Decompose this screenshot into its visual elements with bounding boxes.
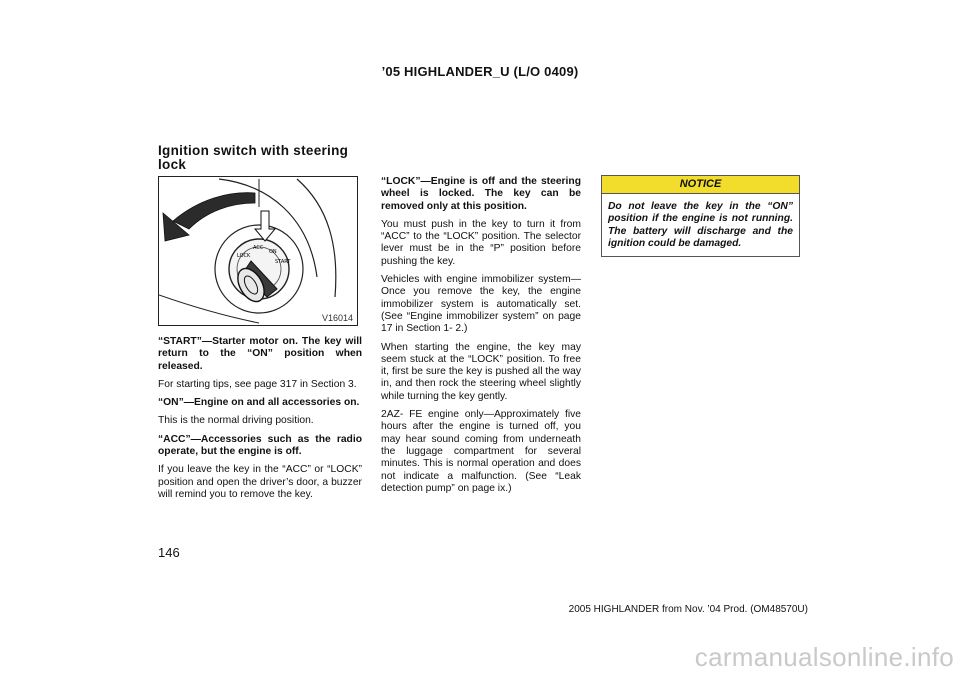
start-position-heading: “START”—Starter motor on. The key will return to the “ON” position when released.: [158, 336, 362, 372]
key-stuck-text: When starting the engine, the key may seem stuck at the “LOCK” position. To free it, first be sure the key is pushed all the way in, and then rock the steering wheel slightly while turning the key gently.: [381, 341, 581, 402]
start-tips-text: For starting tips, see page 317 in Section 3.: [158, 378, 357, 390]
push-key-text: You must push in the key to turn it from “ACC” to the “LOCK” position. The selector lever must be in the “P” position before pushing the key.: [381, 218, 581, 267]
watermark-text: carmanualsonline.info: [694, 642, 954, 672]
section-title: Ignition switch with steering lock: [158, 143, 349, 172]
figure-code: V16014: [321, 313, 353, 323]
notice-body: Do not leave the key in the “ON” position if the engine is not running. The battery will discharge and the ignition could be damaged.: [608, 201, 793, 249]
turn-direction-arrow: [163, 193, 255, 241]
immobilizer-text: Vehicles with engine immobilizer system—Once you remove the key, the engine immobilizer system is automatically set. (See “Engine immobilizer system” on page 17 in Section 1- 2.): [381, 274, 581, 335]
ignition-switch-drawing: [159, 177, 357, 325]
on-position-heading: “ON”—Engine on and all accessories on.: [158, 397, 360, 409]
notice-box: [601, 175, 800, 257]
footer-text: 2005 HIGHLANDER from Nov. ’04 Prod. (OM48570U): [568, 604, 808, 615]
page-number: 146: [158, 545, 180, 560]
document-header-title: ’05 HIGHLANDER_U (L/O 0409): [381, 64, 579, 79]
ignition-switch-illustration: [158, 176, 358, 326]
lock-position-heading: “LOCK”—Engine is off and the steering wheel is locked. The key can be removed only at this position.: [381, 176, 581, 212]
buzzer-text: If you leave the key in the “ACC” or “LOCK” position and open the driver’s door, a buzzer will remind you to remove the key.: [158, 464, 362, 500]
engine-sound-text: 2AZ- FE engine only—Approximately five hours after the engine is turned off, you may hear sound coming from underneath the luggage compartment for several minutes. This is normal operation and does not indicate a malfunction. (See “Leak detection pump” on page ix.): [381, 409, 581, 494]
lock-position-label: LOCK: [237, 253, 251, 259]
on-position-text: This is the normal driving position.: [158, 415, 314, 427]
acc-position-heading: “ACC”—Accessories such as the radio operate, but the engine is off.: [158, 433, 362, 458]
acc-position-label: ACC: [253, 245, 264, 251]
column-left: [158, 336, 362, 507]
start-position-label: START: [275, 259, 291, 265]
on-position-label: ON: [269, 249, 277, 255]
column-middle: [381, 176, 581, 501]
push-key-arrow: [255, 211, 275, 241]
notice-heading: NOTICE: [602, 176, 799, 194]
